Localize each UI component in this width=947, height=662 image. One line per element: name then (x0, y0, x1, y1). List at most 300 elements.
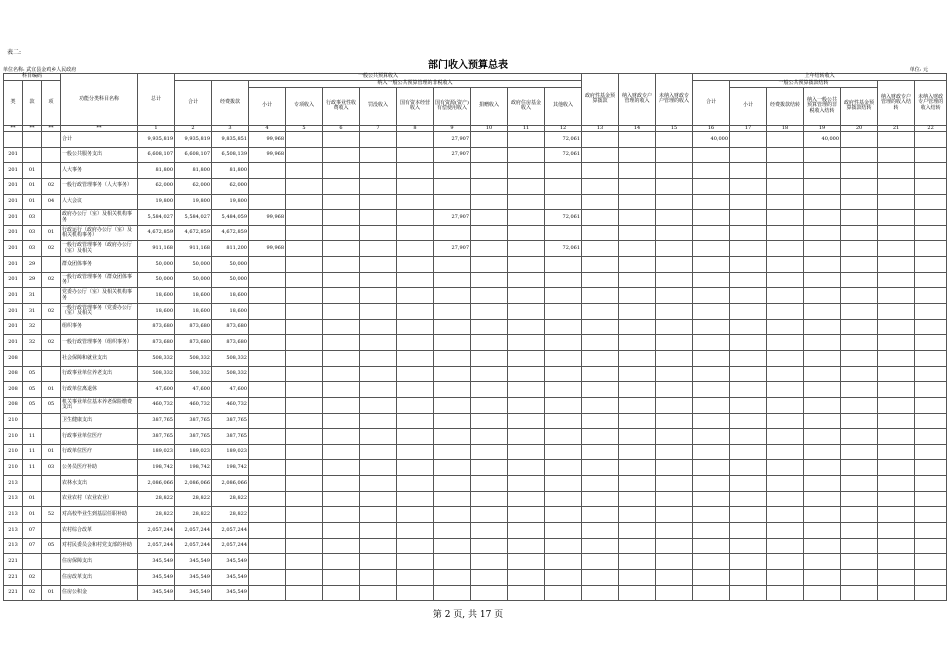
subtotal-cell: 28,822 (175, 507, 212, 523)
ly-subtotal-cell (730, 569, 767, 585)
other-income-cell (545, 476, 582, 492)
xiang-cell (42, 491, 61, 507)
ly-subtotal-cell (730, 413, 767, 429)
fines-cell (360, 444, 397, 460)
column-number-cell: 19 (804, 125, 841, 132)
lei-cell: 201 (4, 335, 23, 351)
total-cell: 62,000 (138, 178, 175, 194)
ly-not-fiscal-special-cell (915, 178, 947, 194)
total-cell: 189,023 (138, 444, 175, 460)
kuan-cell (23, 554, 42, 570)
not-fiscal-special-cell (656, 210, 693, 226)
donation-cell (471, 491, 508, 507)
gov-fund-cell (582, 163, 619, 179)
ly-fiscal-special-cell (878, 538, 915, 554)
funds-cell: 81,800 (212, 163, 249, 179)
kuan-cell: 07 (23, 538, 42, 554)
special-income-cell (286, 132, 323, 148)
not-fiscal-special-cell (656, 178, 693, 194)
total-cell: 18,600 (138, 304, 175, 320)
ly-total-cell (693, 147, 730, 163)
gov-fund-plus-cell (508, 476, 545, 492)
ly-subtotal-cell (730, 429, 767, 445)
lei-cell: 213 (4, 523, 23, 539)
state-resource-cell (434, 163, 471, 179)
kuan-cell: 07 (23, 523, 42, 539)
kuan-cell (23, 132, 42, 148)
ly-funds-cell (767, 585, 804, 601)
ly-gov-fund-cell (841, 132, 878, 148)
fiscal-special-cell (619, 178, 656, 194)
funds-cell: 198,742 (212, 460, 249, 476)
donation-cell (471, 178, 508, 194)
fiscal-special-cell (619, 585, 656, 601)
not-fiscal-special-cell (656, 460, 693, 476)
fines-cell (360, 257, 397, 273)
special-income-cell (286, 507, 323, 523)
ly-funds-cell (767, 460, 804, 476)
ly-managed-cell (804, 147, 841, 163)
state-resource-cell (434, 335, 471, 351)
ly-total-cell (693, 569, 730, 585)
table-row (4, 491, 947, 507)
admin-fee-cell (323, 413, 360, 429)
nontax-subtotal-cell (249, 272, 286, 288)
special-income-cell (286, 397, 323, 413)
ly-fiscal-special-cell (878, 523, 915, 539)
ly-total-cell (693, 366, 730, 382)
total-cell: 2,086,066 (138, 476, 175, 492)
other-income-cell (545, 178, 582, 194)
ly-funds-cell (767, 163, 804, 179)
ly-fiscal-special-cell (878, 569, 915, 585)
donation-cell (471, 288, 508, 304)
not-fiscal-special-cell (656, 225, 693, 241)
state-capital-cell (397, 335, 434, 351)
special-income-cell (286, 444, 323, 460)
total-cell: 198,742 (138, 460, 175, 476)
lei-cell: 210 (4, 460, 23, 476)
fines-cell (360, 538, 397, 554)
state-resource-cell (434, 460, 471, 476)
admin-fee-cell (323, 444, 360, 460)
gov-fund-cell (582, 366, 619, 382)
fines-cell (360, 585, 397, 601)
ly-gov-fund-cell (841, 491, 878, 507)
ly-subtotal-cell (730, 554, 767, 570)
ly-fiscal-special-cell (878, 491, 915, 507)
funds-cell: 460,732 (212, 397, 249, 413)
funds-cell: 345,549 (212, 569, 249, 585)
name-cell: 农林水支出 (61, 476, 138, 492)
state-capital-cell (397, 178, 434, 194)
admin-fee-cell (323, 335, 360, 351)
gov-fund-cell (582, 288, 619, 304)
ly-total-cell (693, 429, 730, 445)
fiscal-special-cell (619, 397, 656, 413)
state-capital-cell (397, 523, 434, 539)
admin-fee-cell (323, 178, 360, 194)
xiang-cell (42, 319, 61, 335)
lei-cell: 221 (4, 554, 23, 570)
header-func-name: 功能分类科目名称 (61, 74, 138, 126)
not-fiscal-special-cell (656, 507, 693, 523)
ly-gov-fund-cell (841, 397, 878, 413)
special-income-cell (286, 554, 323, 570)
admin-fee-cell (323, 538, 360, 554)
nontax-subtotal-cell: 99,968 (249, 147, 286, 163)
column-number-cell: 12 (545, 125, 582, 132)
table-row (4, 225, 947, 241)
gov-fund-cell (582, 569, 619, 585)
donation-cell (471, 132, 508, 148)
xiang-cell: 02 (42, 241, 61, 257)
name-cell: 一般行政管理事务（组织事务） (61, 335, 138, 351)
special-income-cell (286, 350, 323, 366)
ly-not-fiscal-special-cell (915, 350, 947, 366)
gov-fund-plus-cell (508, 585, 545, 601)
admin-fee-cell (323, 429, 360, 445)
funds-cell: 345,549 (212, 585, 249, 601)
gov-fund-plus-cell (508, 163, 545, 179)
ly-subtotal-cell (730, 507, 767, 523)
kuan-cell (23, 413, 42, 429)
ly-gov-fund-cell (841, 194, 878, 210)
column-number-cell: 1 (138, 125, 175, 132)
subtotal-cell: 50,000 (175, 272, 212, 288)
gov-fund-plus-cell (508, 194, 545, 210)
ly-total-cell (693, 350, 730, 366)
name-cell: 人大会议 (61, 194, 138, 210)
ly-managed-cell (804, 491, 841, 507)
ly-not-fiscal-special-cell (915, 476, 947, 492)
ly-gov-fund-cell (841, 554, 878, 570)
fines-cell (360, 491, 397, 507)
nontax-subtotal-cell (249, 476, 286, 492)
lei-cell: 201 (4, 319, 23, 335)
other-income-cell (545, 304, 582, 320)
fiscal-special-cell (619, 350, 656, 366)
kuan-cell: 32 (23, 335, 42, 351)
total-cell: 19,800 (138, 194, 175, 210)
admin-fee-cell (323, 163, 360, 179)
admin-fee-cell (323, 460, 360, 476)
ly-fiscal-special-cell (878, 350, 915, 366)
ly-not-fiscal-special-cell (915, 225, 947, 241)
ly-gov-fund-cell (841, 476, 878, 492)
lei-cell: 210 (4, 429, 23, 445)
column-number-cell: 8 (397, 125, 434, 132)
name-cell: 行政单位医疗 (61, 444, 138, 460)
special-income-cell (286, 194, 323, 210)
table-row (4, 272, 947, 288)
fiscal-special-cell (619, 569, 656, 585)
kuan-cell: 31 (23, 304, 42, 320)
ly-subtotal-cell (730, 491, 767, 507)
kuan-cell: 03 (23, 225, 42, 241)
gov-fund-cell (582, 476, 619, 492)
unit-name: 单位名称: 武宜县金鸡乡人民政府 (3, 67, 77, 73)
ly-fiscal-special-cell (878, 382, 915, 398)
donation-cell (471, 147, 508, 163)
state-resource-cell (434, 569, 471, 585)
header-other-income: 其他收入 (545, 87, 582, 125)
special-income-cell (286, 491, 323, 507)
ly-subtotal-cell (730, 460, 767, 476)
other-income-cell (545, 491, 582, 507)
funds-cell: 9,835,851 (212, 132, 249, 148)
funds-cell: 345,549 (212, 554, 249, 570)
kuan-cell: 11 (23, 460, 42, 476)
header-subject-code: 科目编码 (4, 74, 61, 81)
kuan-cell: 03 (23, 241, 42, 257)
column-number-cell: ** (4, 125, 23, 132)
nontax-subtotal-cell (249, 382, 286, 398)
xiang-cell: 02 (42, 304, 61, 320)
ly-not-fiscal-special-cell (915, 288, 947, 304)
other-income-cell (545, 397, 582, 413)
admin-fee-cell (323, 350, 360, 366)
fines-cell (360, 288, 397, 304)
ly-fiscal-special-cell (878, 507, 915, 523)
other-income-cell (545, 507, 582, 523)
ly-fiscal-special-cell (878, 319, 915, 335)
lei-cell: 201 (4, 147, 23, 163)
nontax-subtotal-cell (249, 319, 286, 335)
gov-fund-cell (582, 272, 619, 288)
ly-not-fiscal-special-cell (915, 444, 947, 460)
state-resource-cell: 27,907 (434, 210, 471, 226)
ly-gov-fund-cell (841, 178, 878, 194)
ly-fiscal-special-cell (878, 413, 915, 429)
other-income-cell (545, 523, 582, 539)
donation-cell (471, 554, 508, 570)
subtotal-cell: 911,168 (175, 241, 212, 257)
state-resource-cell (434, 444, 471, 460)
funds-cell: 2,057,244 (212, 523, 249, 539)
ly-gov-fund-cell (841, 585, 878, 601)
not-fiscal-special-cell (656, 569, 693, 585)
lei-cell: 213 (4, 476, 23, 492)
donation-cell (471, 225, 508, 241)
ly-managed-cell (804, 163, 841, 179)
special-income-cell (286, 460, 323, 476)
xiang-cell: 01 (42, 444, 61, 460)
not-fiscal-special-cell (656, 132, 693, 148)
state-capital-cell (397, 476, 434, 492)
ly-fiscal-special-cell (878, 397, 915, 413)
other-income-cell (545, 429, 582, 445)
special-income-cell (286, 257, 323, 273)
ly-funds-cell (767, 523, 804, 539)
total-cell: 508,332 (138, 366, 175, 382)
lei-cell (4, 132, 23, 148)
ly-fiscal-special-cell (878, 554, 915, 570)
fiscal-special-cell (619, 507, 656, 523)
nontax-subtotal-cell (249, 523, 286, 539)
column-number-cell: 18 (767, 125, 804, 132)
ly-fiscal-special-cell (878, 585, 915, 601)
ly-fiscal-special-cell (878, 132, 915, 148)
state-resource-cell (434, 178, 471, 194)
xiang-cell: 01 (42, 382, 61, 398)
total-cell: 4,672,859 (138, 225, 175, 241)
ly-funds-cell (767, 178, 804, 194)
special-income-cell (286, 225, 323, 241)
subtotal-cell: 189,023 (175, 444, 212, 460)
donation-cell (471, 444, 508, 460)
total-cell: 2,057,244 (138, 523, 175, 539)
not-fiscal-special-cell (656, 366, 693, 382)
ly-funds-cell (767, 257, 804, 273)
lei-cell: 208 (4, 397, 23, 413)
gov-fund-plus-cell (508, 429, 545, 445)
header-ly-total: 合计 (693, 81, 730, 126)
other-income-cell (545, 335, 582, 351)
subtotal-cell: 508,332 (175, 366, 212, 382)
ly-funds-cell (767, 241, 804, 257)
gov-fund-cell (582, 147, 619, 163)
table-row (4, 382, 947, 398)
name-cell: 农村综合改革 (61, 523, 138, 539)
ly-not-fiscal-special-cell (915, 460, 947, 476)
gov-fund-cell (582, 257, 619, 273)
ly-managed-cell (804, 304, 841, 320)
header-ly-subtotal: 小计 (730, 87, 767, 125)
gov-fund-plus-cell (508, 210, 545, 226)
fines-cell (360, 147, 397, 163)
fines-cell (360, 413, 397, 429)
not-fiscal-special-cell (656, 335, 693, 351)
ly-funds-cell (767, 147, 804, 163)
gov-fund-plus-cell (508, 569, 545, 585)
lei-cell: 213 (4, 538, 23, 554)
admin-fee-cell (323, 210, 360, 226)
name-cell: 行政单位离退休 (61, 382, 138, 398)
xiang-cell (42, 350, 61, 366)
state-resource-cell (434, 585, 471, 601)
ly-gov-fund-cell (841, 507, 878, 523)
ly-funds-cell (767, 335, 804, 351)
ly-funds-cell (767, 210, 804, 226)
ly-funds-cell (767, 132, 804, 148)
ly-gov-fund-cell (841, 444, 878, 460)
total-cell: 28,822 (138, 491, 175, 507)
xiang-cell: 52 (42, 507, 61, 523)
state-resource-cell (434, 366, 471, 382)
funds-cell: 508,332 (212, 366, 249, 382)
header-gov-fund: 政府性基金预算拨款 (582, 74, 619, 126)
header-special-income: 专项收入 (286, 87, 323, 125)
total-cell: 2,057,244 (138, 538, 175, 554)
special-income-cell (286, 288, 323, 304)
donation-cell (471, 335, 508, 351)
gov-fund-plus-cell (508, 554, 545, 570)
total-cell: 345,549 (138, 569, 175, 585)
lei-cell: 208 (4, 350, 23, 366)
gov-fund-plus-cell (508, 304, 545, 320)
ly-total-cell (693, 585, 730, 601)
total-cell: 6,608,107 (138, 147, 175, 163)
kuan-cell: 05 (23, 382, 42, 398)
table-row (4, 350, 947, 366)
xiang-cell (42, 476, 61, 492)
ly-fiscal-special-cell (878, 335, 915, 351)
kuan-cell: 11 (23, 444, 42, 460)
kuan-cell (23, 350, 42, 366)
total-cell: 50,000 (138, 257, 175, 273)
ly-fiscal-special-cell (878, 272, 915, 288)
admin-fee-cell (323, 476, 360, 492)
ly-managed-cell (804, 444, 841, 460)
lei-cell: 210 (4, 413, 23, 429)
state-capital-cell (397, 585, 434, 601)
special-income-cell (286, 523, 323, 539)
subtotal-cell: 387,765 (175, 429, 212, 445)
ly-subtotal-cell (730, 210, 767, 226)
ly-funds-cell (767, 319, 804, 335)
funds-cell: 47,600 (212, 382, 249, 398)
name-cell: 社会保障和就业支出 (61, 350, 138, 366)
special-income-cell (286, 178, 323, 194)
table-row (4, 257, 947, 273)
state-resource-cell (434, 476, 471, 492)
ly-not-fiscal-special-cell (915, 569, 947, 585)
ly-managed-cell (804, 225, 841, 241)
total-cell: 387,765 (138, 429, 175, 445)
column-number-cell: 17 (730, 125, 767, 132)
ly-gov-fund-cell (841, 350, 878, 366)
column-number-cell: 15 (656, 125, 693, 132)
ly-subtotal-cell (730, 178, 767, 194)
ly-total-cell: 40,000 (693, 132, 730, 148)
kuan-cell: 05 (23, 366, 42, 382)
ly-not-fiscal-special-cell (915, 147, 947, 163)
table-row (4, 569, 947, 585)
admin-fee-cell (323, 382, 360, 398)
ly-fiscal-special-cell (878, 257, 915, 273)
donation-cell (471, 523, 508, 539)
name-cell: 住房保障支出 (61, 554, 138, 570)
other-income-cell (545, 319, 582, 335)
name-cell: 农业农村（农业农业） (61, 491, 138, 507)
table-row (4, 429, 947, 445)
name-cell: 合计 (61, 132, 138, 148)
header-donation: 捐赠收入 (471, 87, 508, 125)
funds-cell: 2,086,066 (212, 476, 249, 492)
admin-fee-cell (323, 272, 360, 288)
gov-fund-plus-cell (508, 538, 545, 554)
ly-gov-fund-cell (841, 366, 878, 382)
kuan-cell: 29 (23, 257, 42, 273)
table-row (4, 319, 947, 335)
ly-total-cell (693, 554, 730, 570)
ly-subtotal-cell (730, 272, 767, 288)
table-row (4, 241, 947, 257)
not-fiscal-special-cell (656, 350, 693, 366)
ly-subtotal-cell (730, 476, 767, 492)
ly-gov-fund-cell (841, 163, 878, 179)
special-income-cell (286, 304, 323, 320)
subtotal-cell: 345,549 (175, 569, 212, 585)
funds-cell: 811,200 (212, 241, 249, 257)
state-capital-cell (397, 272, 434, 288)
ly-not-fiscal-special-cell (915, 554, 947, 570)
ly-total-cell (693, 491, 730, 507)
header-general-budget: 一般公共预算收入 (175, 74, 582, 81)
admin-fee-cell (323, 366, 360, 382)
kuan-cell (23, 147, 42, 163)
